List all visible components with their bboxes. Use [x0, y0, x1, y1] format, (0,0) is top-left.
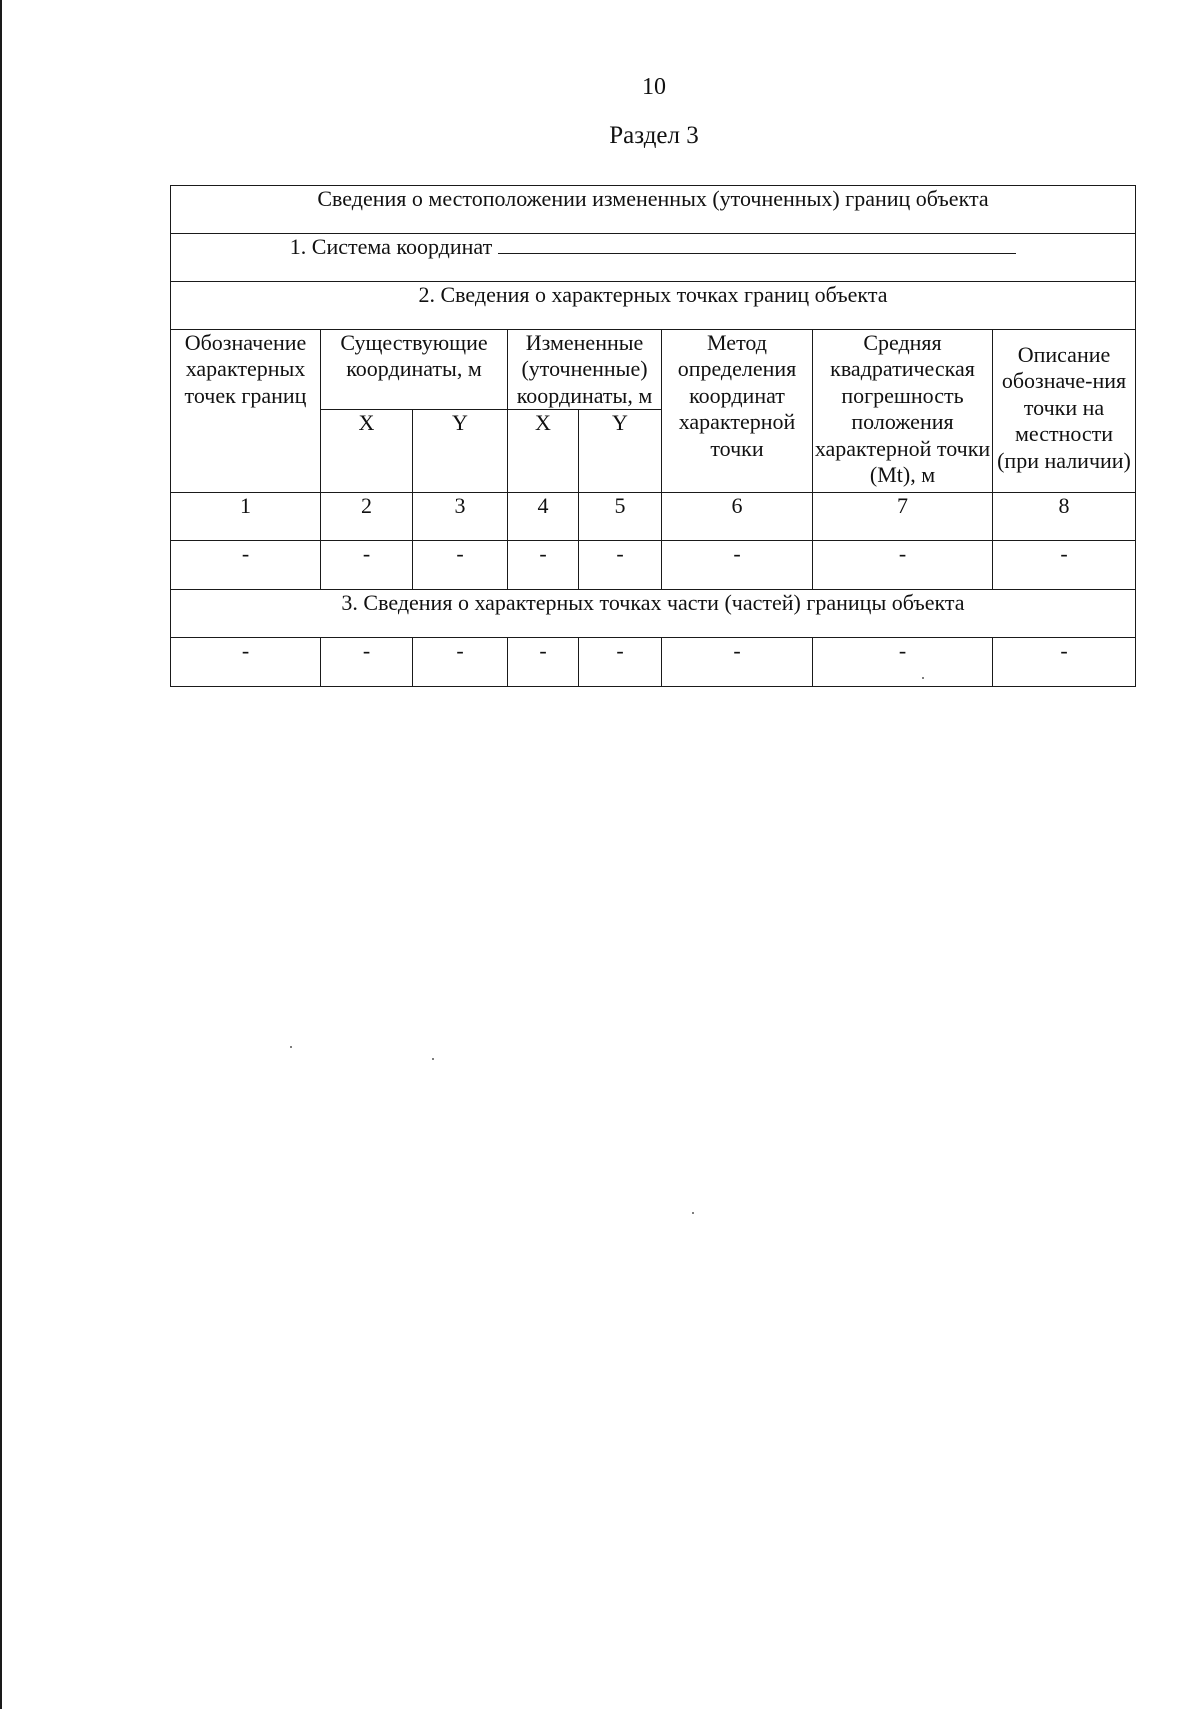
column-number: 5 — [579, 493, 662, 541]
table-cell: - — [662, 541, 813, 590]
coordinate-system-blank — [498, 235, 1016, 254]
table-cell: - — [579, 638, 662, 687]
table-row — [171, 541, 1136, 590]
column-number: 2 — [321, 493, 413, 541]
coordinate-system-row — [171, 234, 1136, 282]
header-method: Метод определения координат характерной точки — [662, 330, 813, 493]
subheader-changed-x: X — [508, 410, 579, 493]
table-row — [171, 638, 1136, 687]
header-existing-coords: Существующие координаты, м — [321, 330, 508, 410]
column-numbers-row — [171, 493, 1136, 541]
scan-speck — [432, 1058, 434, 1060]
table-cell: - — [993, 541, 1136, 590]
subheader-changed-y: Y — [579, 410, 662, 493]
table-title: Сведения о местоположении измененных (уточненных) границ объекта — [171, 186, 1136, 234]
subheader-existing-y: Y — [413, 410, 508, 493]
table-cell: - — [508, 541, 579, 590]
coordinate-system-label: 1. Система координат — [289, 234, 493, 259]
column-number: 7 — [813, 493, 993, 541]
column-number: 3 — [413, 493, 508, 541]
object-boundaries-table — [170, 185, 1136, 687]
header-error: Средняя квадратическая погрешность положения характерной точки (Mt), м — [813, 330, 993, 493]
table-cell: - — [171, 541, 321, 590]
table-cell: - — [579, 541, 662, 590]
table-cell: - — [993, 638, 1136, 687]
points-heading: 2. Сведения о характерных точках границ объекта — [171, 282, 1136, 330]
table-cell: - — [413, 541, 508, 590]
table-cell: - — [813, 638, 993, 687]
table-cell: - — [321, 541, 413, 590]
scan-edge — [0, 0, 2, 1709]
subheader-existing-x: X — [321, 410, 413, 493]
column-number: 6 — [662, 493, 813, 541]
header-changed-coords: Измененные (уточненные) координаты, м — [508, 330, 662, 410]
table-cell: - — [508, 638, 579, 687]
table-cell: - — [413, 638, 508, 687]
table-cell: - — [321, 638, 413, 687]
parts-heading: 3. Сведения о характерных точках части (частей) границы объекта — [171, 590, 1136, 638]
scan-speck — [922, 677, 924, 679]
column-number: 1 — [171, 493, 321, 541]
page-number: 10 — [642, 74, 666, 100]
table-cell: - — [813, 541, 993, 590]
column-number: 4 — [508, 493, 579, 541]
section-title: Раздел 3 — [609, 122, 699, 149]
header-description: Описание обозначе-ния точки на местности (при наличии) — [993, 330, 1136, 493]
scan-speck — [290, 1046, 292, 1048]
scan-speck — [692, 1212, 694, 1214]
column-number: 8 — [993, 493, 1136, 541]
table-cell: - — [662, 638, 813, 687]
table-cell: - — [171, 638, 321, 687]
header-designation: Обозначение характерных точек границ — [171, 330, 321, 493]
